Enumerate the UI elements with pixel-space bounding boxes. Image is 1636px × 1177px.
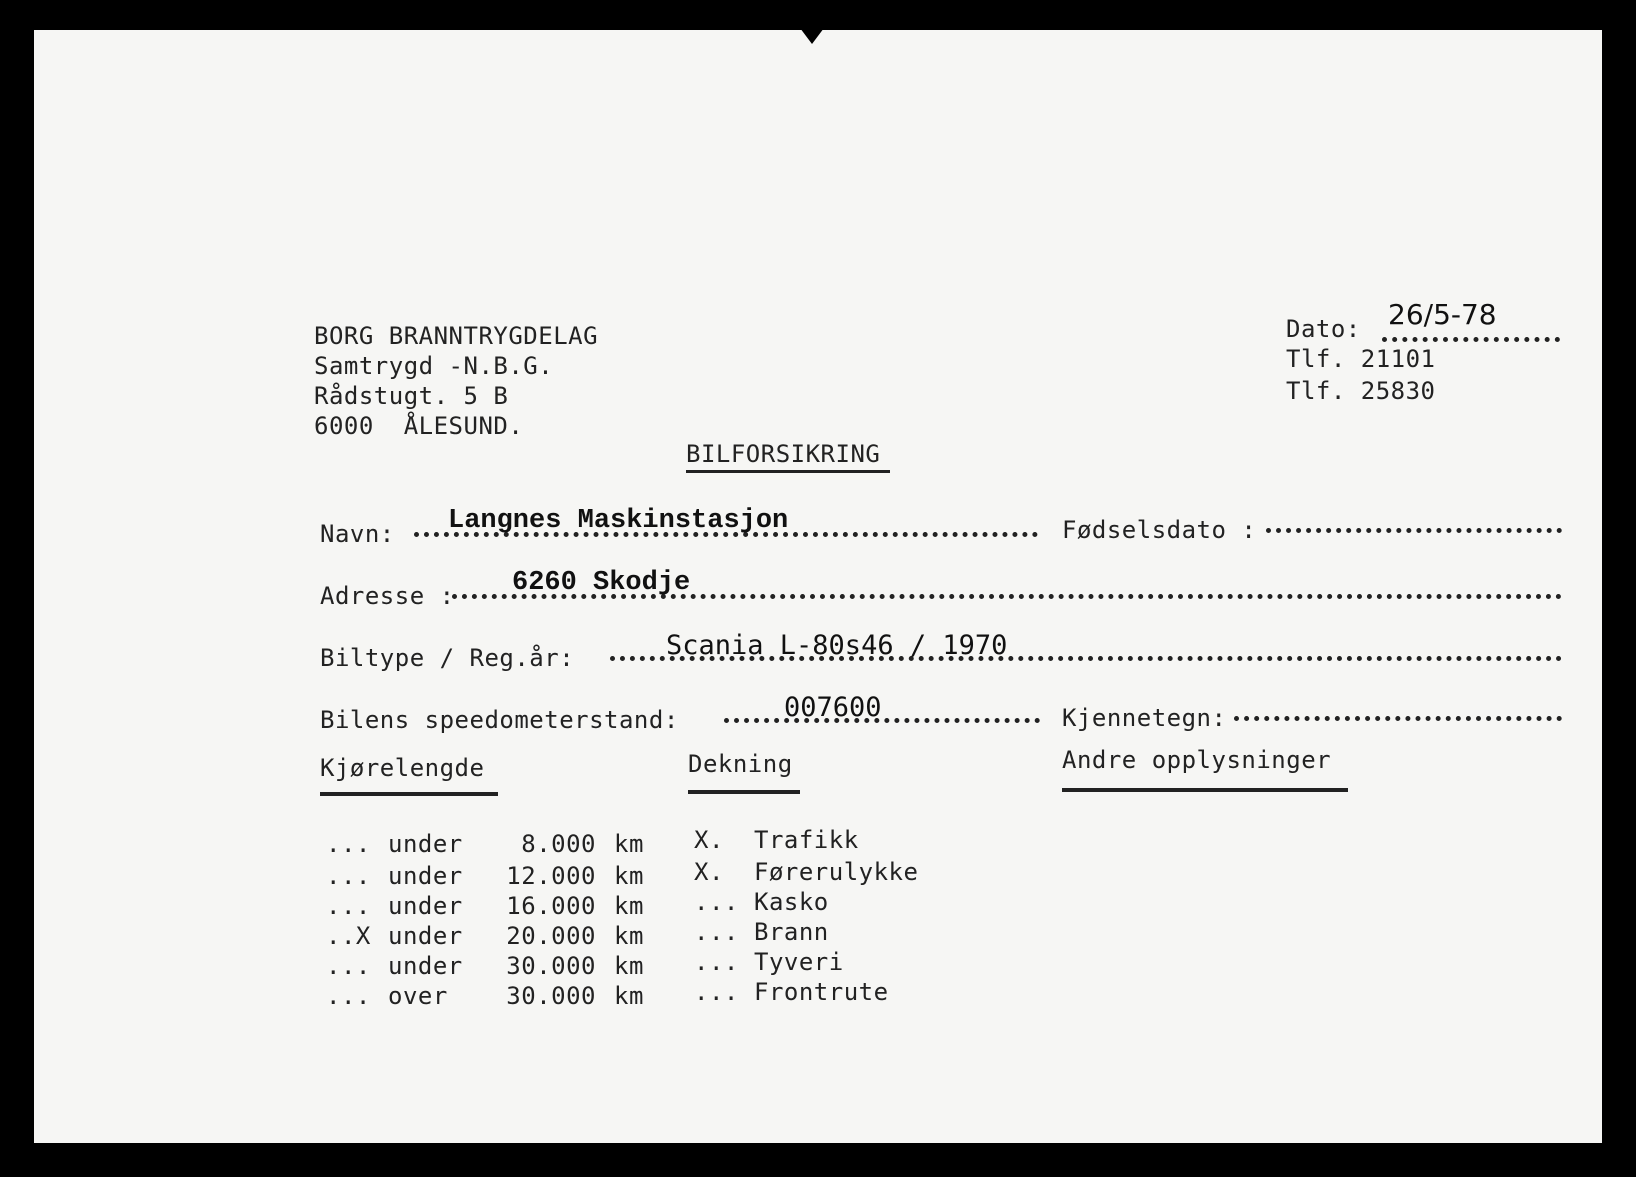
dekning-label: Førerulykke	[754, 858, 919, 886]
dekning-label: Frontrute	[754, 978, 889, 1006]
dekning-mark: X.	[694, 826, 724, 854]
insurance-card	[34, 30, 1602, 1143]
kjorelengde-unit: km	[614, 922, 644, 950]
kjorelengde-heading: Kjørelengde	[320, 754, 485, 782]
kjorelengde-value: 20.000	[506, 922, 596, 950]
company-city: 6000 ÅLESUND.	[314, 412, 524, 440]
kjorelengde-mark: ..X	[326, 922, 371, 950]
dato-label: Dato:	[1286, 315, 1361, 343]
form-title-underline	[686, 470, 890, 473]
adresse-label: Adresse :	[320, 582, 455, 610]
kjorelengde-value: 16.000	[506, 892, 596, 920]
kjorelengde-prefix: under	[388, 922, 463, 950]
kjorelengde-unit: km	[614, 830, 644, 858]
biltype-label: Biltype / Reg.år:	[320, 644, 575, 672]
andre-underline	[1062, 788, 1348, 792]
navn-value: Langnes Maskinstasjon	[448, 506, 789, 536]
dekning-label: Kasko	[754, 888, 829, 916]
kjorelengde-unit: km	[614, 862, 644, 890]
kjennetegn-dots	[1234, 716, 1562, 721]
speedo-label: Bilens speedometerstand:	[320, 706, 679, 734]
tlf-2: Tlf. 25830	[1286, 377, 1436, 405]
dekning-mark: ...	[694, 918, 739, 946]
dato-dots	[1382, 337, 1560, 342]
dekning-mark: ...	[694, 888, 739, 916]
kjorelengde-value: 8.000	[521, 830, 596, 858]
kjorelengde-prefix: under	[388, 830, 463, 858]
andre-heading: Andre opplysninger	[1062, 746, 1332, 774]
fodselsdato-dots	[1266, 528, 1562, 533]
kjorelengde-mark: ...	[326, 982, 371, 1010]
kjorelengde-prefix: over	[388, 982, 448, 1010]
navn-label: Navn:	[320, 520, 395, 548]
dekning-label: Trafikk	[754, 826, 859, 854]
kjorelengde-unit: km	[614, 892, 644, 920]
dekning-label: Tyveri	[754, 948, 844, 976]
kjorelengde-mark: ...	[326, 830, 371, 858]
kjorelengde-mark: ...	[326, 952, 371, 980]
form-title: BILFORSIKRING	[686, 440, 881, 468]
kjorelengde-prefix: under	[388, 952, 463, 980]
adresse-value: 6260 Skodje	[512, 568, 691, 598]
tlf-1: Tlf. 21101	[1286, 345, 1436, 373]
kjorelengde-mark: ...	[326, 892, 371, 920]
dekning-mark: ...	[694, 948, 739, 976]
kjorelengde-prefix: under	[388, 892, 463, 920]
dekning-label: Brann	[754, 918, 829, 946]
kjorelengde-unit: km	[614, 982, 644, 1010]
kjorelengde-value: 30.000	[506, 982, 596, 1010]
biltype-value: Scania L-80s46 / 1970	[666, 630, 1008, 661]
dato-value: 26/5-78	[1388, 298, 1497, 331]
kjennetegn-label: Kjennetegn:	[1062, 704, 1227, 732]
company-subtitle: Samtrygd -N.B.G.	[314, 352, 554, 380]
speedo-value: 007600	[784, 692, 882, 723]
company-street: Rådstugt. 5 B	[314, 382, 509, 410]
dekning-heading: Dekning	[688, 750, 793, 778]
dekning-underline	[688, 790, 800, 794]
kjorelengde-prefix: under	[388, 862, 463, 890]
kjorelengde-underline	[320, 792, 498, 796]
fodselsdato-label: Fødselsdato :	[1062, 516, 1257, 544]
dekning-mark: X.	[694, 858, 724, 886]
kjorelengde-value: 12.000	[506, 862, 596, 890]
kjorelengde-mark: ...	[326, 862, 371, 890]
speedo-dots	[724, 718, 1040, 723]
binder-notch	[800, 28, 824, 44]
kjorelengde-unit: km	[614, 952, 644, 980]
company-name: BORG BRANNTRYGDELAG	[314, 322, 599, 350]
dekning-mark: ...	[694, 978, 739, 1006]
kjorelengde-value: 30.000	[506, 952, 596, 980]
